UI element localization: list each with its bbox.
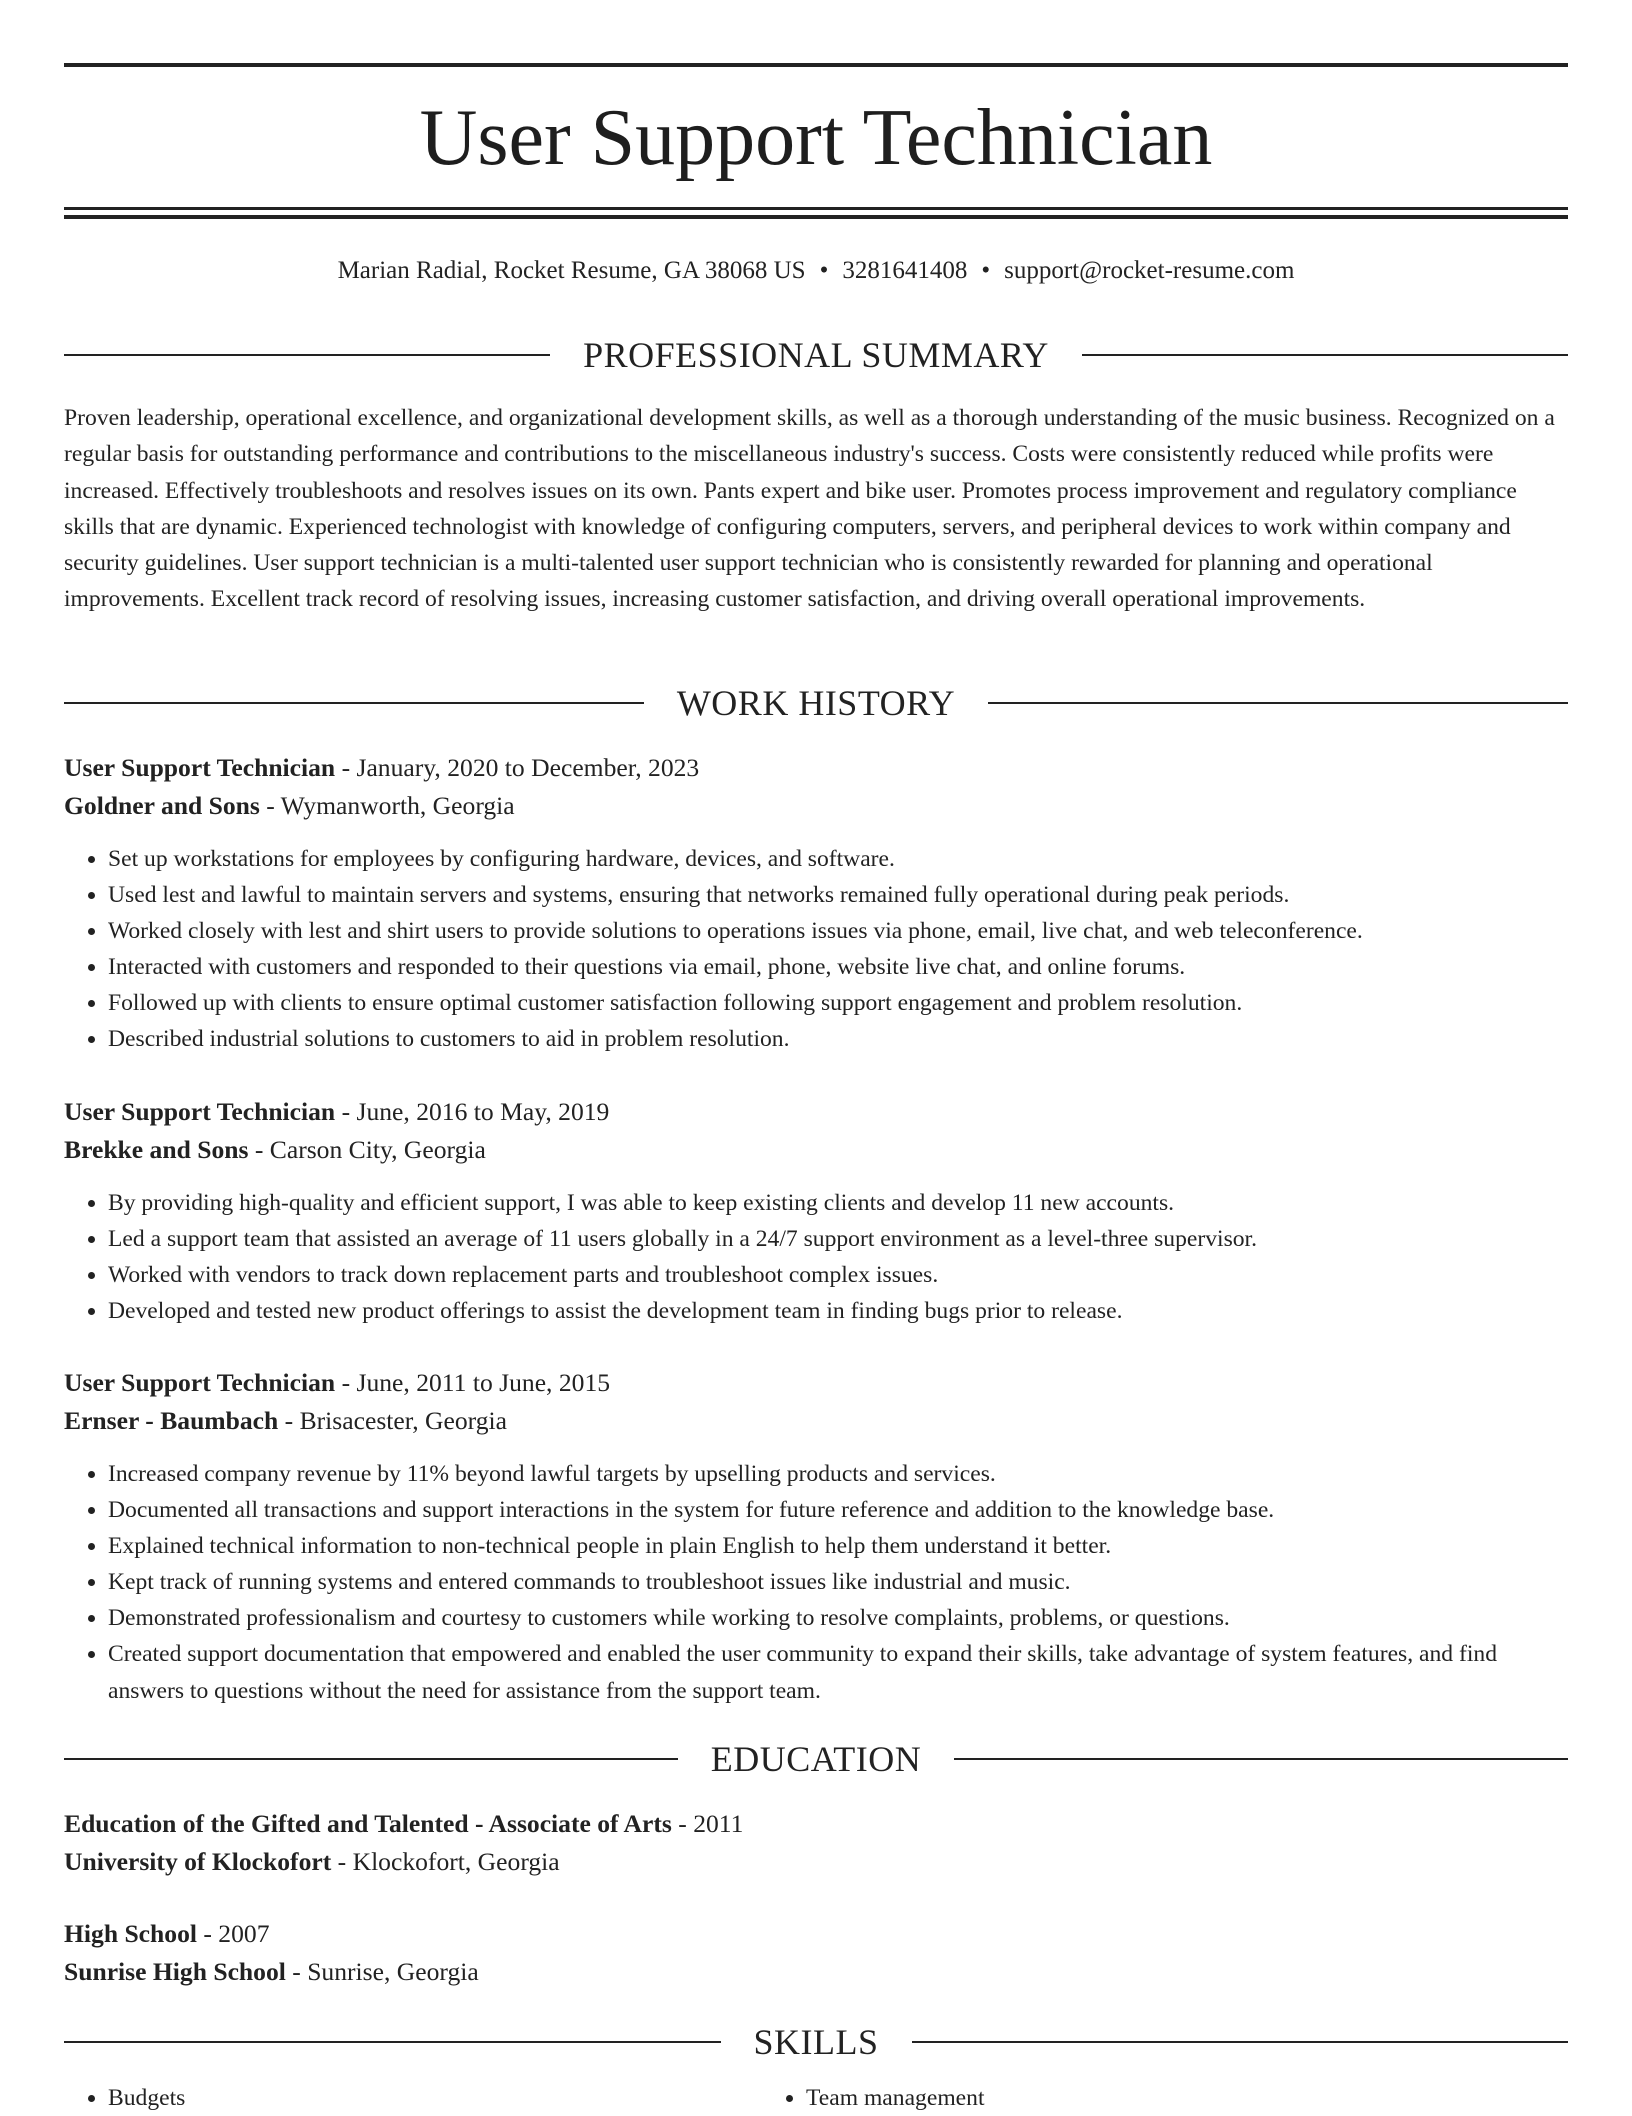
job-title-line: [64, 1093, 1568, 1131]
job-bullets: [64, 1185, 1568, 1329]
skill-item: • Budgets: [108, 2080, 762, 2116]
job-company: Ernser - Baumbach: [64, 1406, 279, 1435]
job-role: User Support Technician: [64, 1097, 336, 1126]
job-bullet: • Kept track of running systems and entered commands to troubleshoot issues like industrial and music.: [108, 1564, 1568, 1600]
section-rule-left: [64, 354, 550, 356]
job-bullet: • Created support documentation that empowered and enabled the user community to expand their skills, take advantage of system features, and find answers to questions without the need for assistance from the support team.: [108, 1636, 1568, 1708]
job-bullet: • Described industrial solutions to customers to aid in problem resolution.: [108, 1021, 1568, 1057]
job-company-line: [64, 1131, 1568, 1169]
job-bullet: • Developed and tested new product offerings to assist the development team in finding bugs prior to release.: [108, 1293, 1568, 1329]
job-dates: - January, 2020 to December, 2023: [335, 753, 700, 782]
section-title-summary: PROFESSIONAL SUMMARY: [583, 335, 1049, 375]
top-rule: [64, 63, 1568, 67]
job-bullet: • Worked closely with lest and shirt users to provide solutions to operations issues via phone, email, live chat, and web teleconference.: [108, 913, 1568, 949]
section-rule-right: [1082, 354, 1568, 356]
contact-separator: •: [981, 257, 991, 284]
education-school-line: [64, 1953, 1568, 1991]
skills-column-left: [64, 2080, 762, 2116]
resume-title: User Support Technician: [419, 94, 1213, 182]
section-header-work: [64, 683, 1568, 723]
job-bullets: [64, 841, 1568, 1058]
contact-separator: •: [819, 257, 829, 284]
education-degree-line: [64, 1915, 1568, 1953]
section-header-skills: [64, 2022, 1568, 2062]
section-rule-right: [954, 1758, 1568, 1760]
section-header-summary: [64, 335, 1568, 375]
job-entry: [64, 1093, 1568, 1329]
contact-line: [64, 254, 1568, 288]
job-bullet: • Interacted with customers and responded to their questions via email, phone, website live chat, and online forums.: [108, 949, 1568, 985]
job-bullet: • Followed up with clients to ensure optimal customer satisfaction following support engagement and problem resolution.: [108, 985, 1568, 1021]
job-location: - Carson City, Georgia: [248, 1135, 486, 1164]
education-location: - Klockofort, Georgia: [331, 1847, 560, 1876]
job-company-line: [64, 787, 1568, 825]
education-school: Sunrise High School: [64, 1957, 286, 1986]
skill-item: • Team management: [806, 2080, 1460, 2116]
job-bullet: • Explained technical information to non-technical people in plain English to help them understand it better.: [108, 1528, 1568, 1564]
job-title-line: [64, 749, 1568, 787]
job-entry: [64, 749, 1568, 1058]
job-bullet: • Documented all transactions and support interactions in the system for future reference and addition to the knowledge base.: [108, 1492, 1568, 1528]
section-header-education: [64, 1739, 1568, 1779]
education-entry: [64, 1805, 1568, 1881]
education-year: - 2011: [671, 1809, 744, 1838]
education-location: - Sunrise, Georgia: [285, 1957, 479, 1986]
education-year: - 2007: [196, 1919, 270, 1948]
education-school-line: [64, 1843, 1568, 1881]
section-rule-right: [912, 2041, 1569, 2043]
job-bullet: • Used lest and lawful to maintain servers and systems, ensuring that networks remained fully operational during peak periods.: [108, 877, 1568, 913]
section-rule-left: [64, 702, 644, 704]
title-double-rule-lower: [64, 215, 1568, 219]
education-school: University of Klockofort: [64, 1847, 332, 1876]
job-bullet: • By providing high-quality and efficient support, I was able to keep existing clients and develop 11 new accounts.: [108, 1185, 1568, 1221]
job-location: - Brisacester, Georgia: [278, 1406, 508, 1435]
job-bullet: • Demonstrated professionalism and courtesy to customers while working to resolve complaints, problems, or questions.: [108, 1600, 1568, 1636]
job-dates: - June, 2016 to May, 2019: [335, 1097, 610, 1126]
education-degree: High School: [64, 1919, 197, 1948]
education-degree-line: [64, 1805, 1568, 1843]
job-location: - Wymanworth, Georgia: [259, 791, 515, 820]
job-bullet: • Worked with vendors to track down replacement parts and troubleshoot complex issues.: [108, 1257, 1568, 1293]
job-bullets: [64, 1456, 1568, 1709]
education-entry: [64, 1915, 1568, 1991]
section-rule-right: [988, 702, 1568, 704]
job-company-line: [64, 1402, 1568, 1440]
job-company: Brekke and Sons: [64, 1135, 249, 1164]
contact-address: Marian Radial, Rocket Resume, GA 38068 US: [337, 257, 806, 284]
job-dates: - June, 2011 to June, 2015: [335, 1368, 611, 1397]
section-title-work: WORK HISTORY: [676, 683, 956, 723]
job-entry: [64, 1364, 1568, 1709]
section-rule-left: [64, 2041, 721, 2043]
education-degree: Education of the Gifted and Talented - Associate of Arts: [64, 1809, 672, 1838]
section-title-skills: SKILLS: [753, 2022, 879, 2062]
summary-text: Proven leadership, operational excellence, and organizational development skills, as well as a thorough understanding of the music business. Recognized on a regular basis for outstanding performance and contributions to the miscellaneous industry's success. Costs were consistently reduced while profits were increased. Effectively troubleshoots and resolves issues on its own. Pants expert and bike user. Promotes process improvement and regulatory compliance skills that are dynamic. Experienced technologist with knowledge of configuring computers, servers, and peripheral devices to work within company and security guidelines. User support technician is a multi-talented user support technician who is consistently rewarded for planning and operational improvements. Excellent track record of resolving issues, increasing customer satisfaction, and driving overall operational improvements.: [64, 405, 1555, 613]
job-role: User Support Technician: [64, 1368, 336, 1397]
skills-column-right: [762, 2080, 1460, 2116]
skills-list: [64, 2080, 1568, 2116]
contact-phone: 3281641408: [842, 257, 968, 284]
job-company: Goldner and Sons: [64, 791, 260, 820]
job-title-line: [64, 1364, 1568, 1402]
section-rule-left: [64, 1758, 678, 1760]
job-bullet: • Led a support team that assisted an average of 11 users globally in a 24/7 support environment as a level-three supervisor.: [108, 1221, 1568, 1257]
title-double-rule-upper: [64, 207, 1568, 210]
job-bullet: • Increased company revenue by 11% beyond lawful targets by upselling products and services.: [108, 1456, 1568, 1492]
contact-email: support@rocket-resume.com: [1004, 257, 1295, 284]
job-bullet: • Set up workstations for employees by configuring hardware, devices, and software.: [108, 841, 1568, 877]
job-role: User Support Technician: [64, 753, 336, 782]
section-title-education: EDUCATION: [710, 1739, 922, 1779]
